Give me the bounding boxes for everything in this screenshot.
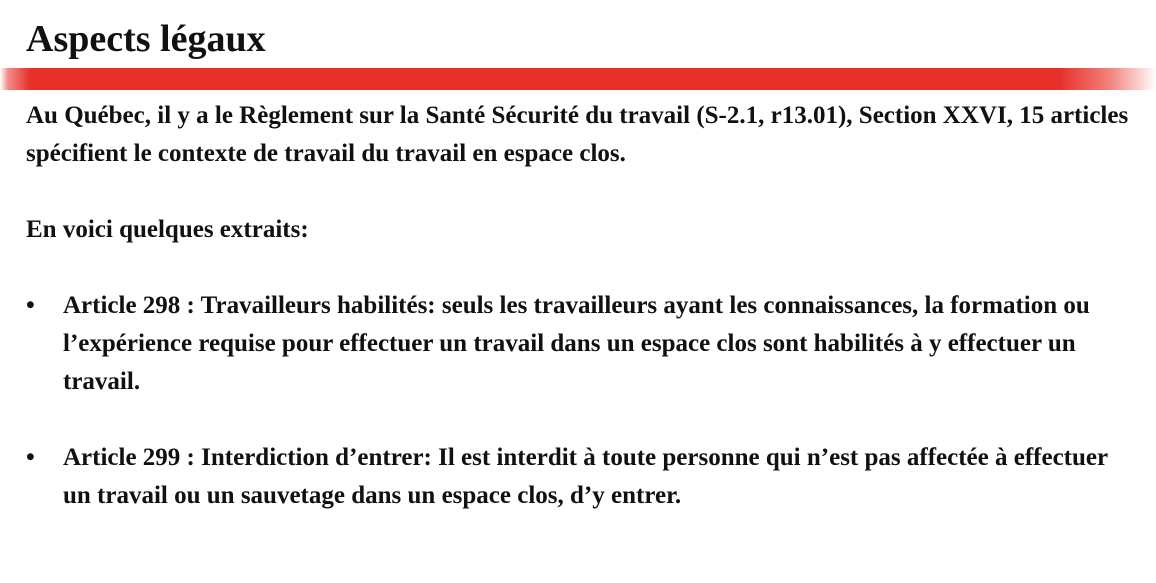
article-298-text: Article 298 : Travailleurs habilités: seuls les travailleurs ayant les connaissances, la formation ou l’expérience requise pour effectuer un travail dans un espace clos sont habilités à y effectuer un travail. (63, 292, 1090, 395)
spacer (26, 401, 1141, 439)
bullet-icon: • (26, 292, 35, 319)
bullet-icon: • (26, 444, 35, 471)
article-298-item (26, 287, 1141, 401)
intro-paragraph: Au Québec, il y a le Règlement sur la Santé Sécurité du travail (S-2.1, r13.01), Section XXVI, 15 articles spécifient le contexte de travail du travail en espace clos. (26, 102, 1129, 167)
spacer (26, 249, 1141, 287)
page-title: Aspects légaux (26, 18, 266, 60)
lead-paragraph: En voici quelques extraits: (26, 216, 309, 243)
spacer (26, 173, 1141, 211)
title-underline-bar (0, 68, 1156, 90)
slide-body (26, 97, 1141, 515)
article-299-item (26, 439, 1141, 515)
article-299-text: Article 299 : Interdiction d’entrer: Il est interdit à toute personne qui n’est pas affectée à effectuer un travail ou un sauvetage dans un espace clos, d’y entrer. (63, 444, 1108, 509)
